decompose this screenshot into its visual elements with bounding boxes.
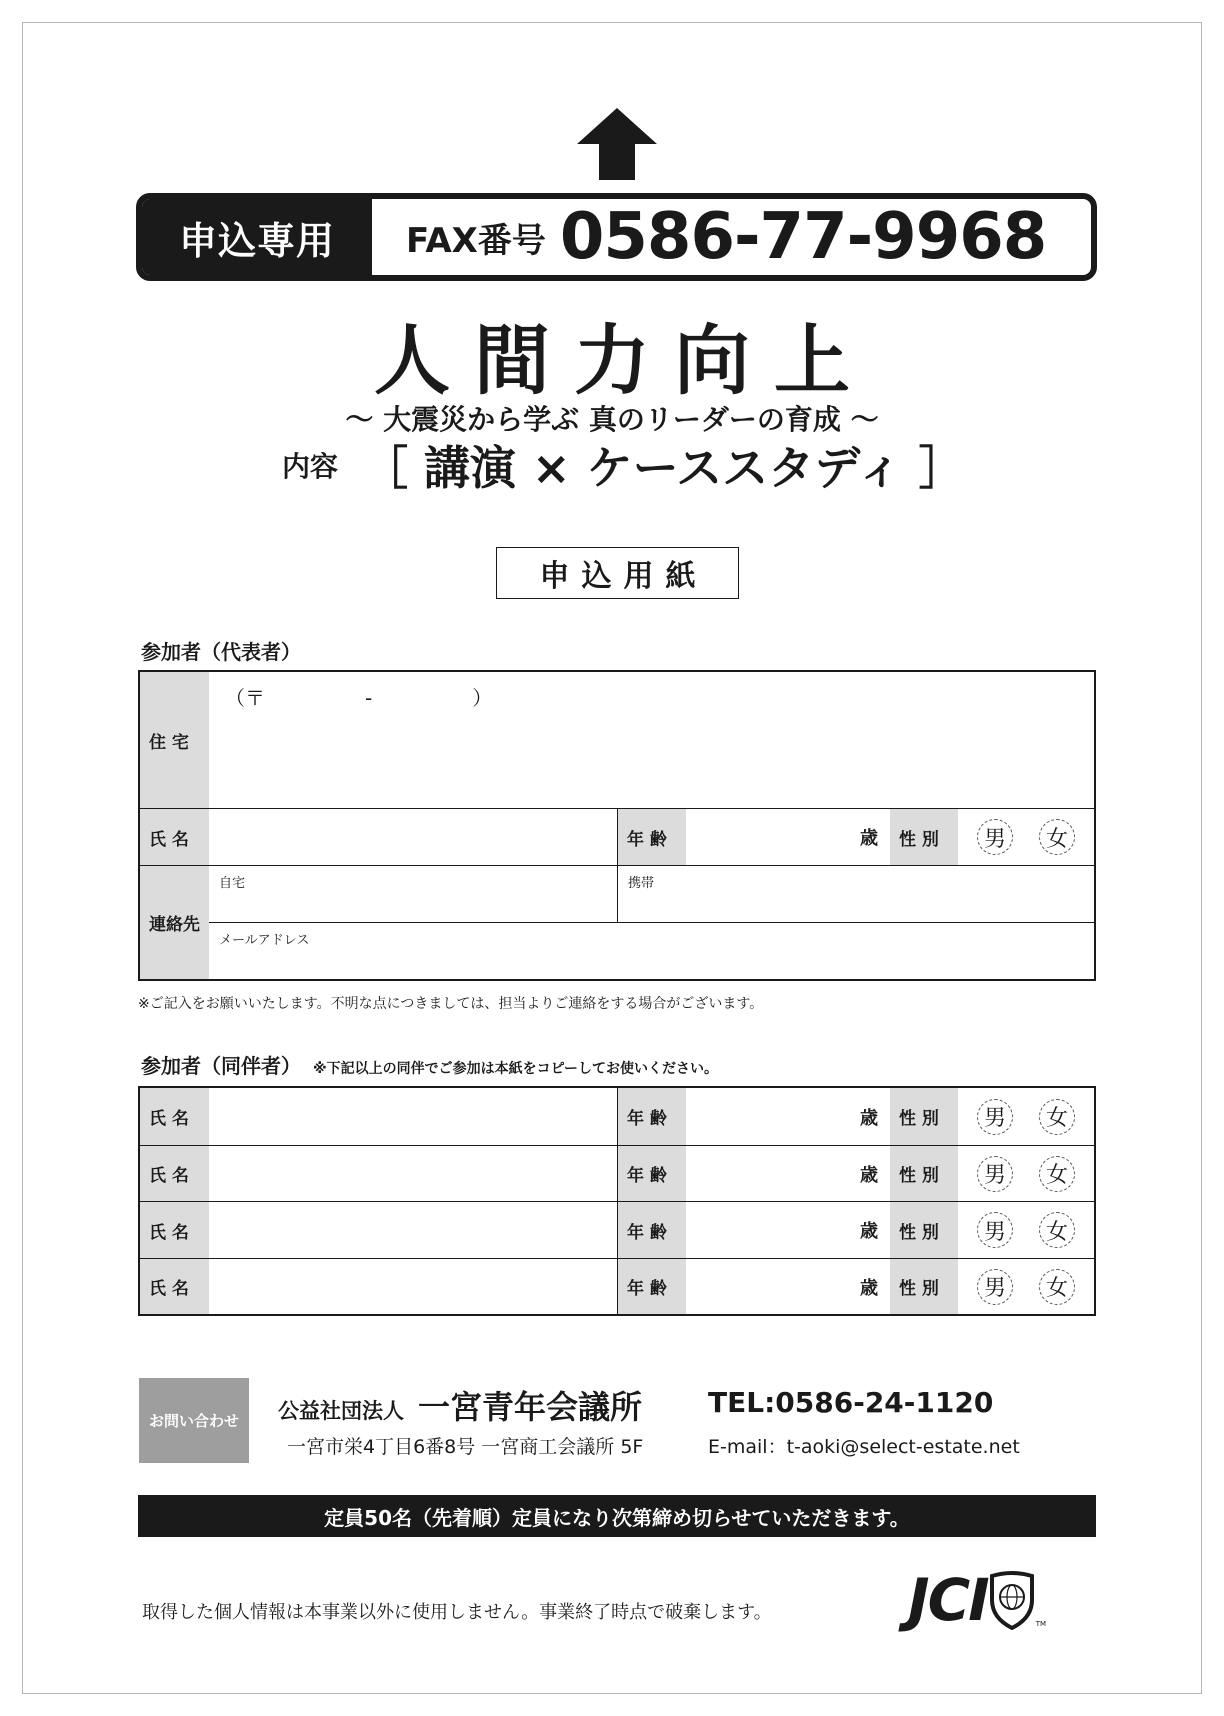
companions-section-label [141, 1050, 718, 1079]
organization [278, 1382, 642, 1428]
sex-options [958, 1202, 1094, 1258]
sex-options [958, 1088, 1094, 1145]
companion-row [140, 1201, 1094, 1258]
home-phone-label: 自宅 [219, 876, 246, 891]
sex-options [958, 1146, 1094, 1201]
companion-name-field[interactable] [209, 1259, 618, 1314]
fax-number: 0586-77-9968 [559, 200, 1047, 274]
companion-age-field[interactable] [686, 1088, 890, 1145]
mobile-phone-label: 携帯 [628, 876, 655, 891]
representative-note: ※ご記入をお願いいたします。不明な点につきましては、担当よりご連絡をする場合がございます。 [138, 996, 764, 1012]
fax-banner [136, 193, 1097, 281]
email-label: メールアドレス [219, 932, 310, 948]
age-label: 年 齢 [618, 809, 686, 865]
companion-age-field[interactable] [686, 1259, 890, 1314]
male-option[interactable]: 男 [977, 1099, 1013, 1135]
event-subtitle: ～ 大震災から学ぶ 真のリーダーの育成 ～ [345, 403, 879, 436]
name-row [140, 808, 1094, 865]
companion-row [140, 1258, 1094, 1314]
fax-tab-label: 申込専用 [142, 199, 372, 275]
jci-logo-text: JCI [908, 1566, 988, 1634]
companion-name-label: 氏 名 [140, 1259, 209, 1314]
representative-section-label: 参加者（代表者） [141, 640, 301, 664]
companion-age-field[interactable] [686, 1202, 890, 1258]
companions-label-text: 参加者（同伴者） [141, 1054, 301, 1078]
companions-note: ※下記以上の同伴でご参加は本紙をコピーしてお使いください。 [313, 1061, 719, 1077]
companion-name-label: 氏 名 [140, 1202, 209, 1258]
org-address: 一宮市栄4丁目6番8号 一宮商工会議所 5F [287, 1436, 644, 1458]
contact-fields [209, 866, 1094, 979]
privacy-notice: 取得した個人情報は本事業以外に使用しません。事業終了時点で破棄します。 [142, 1602, 772, 1623]
address-row [140, 672, 1094, 808]
male-option[interactable]: 男 [977, 1269, 1013, 1305]
content-label: 内容 [282, 450, 339, 483]
companion-name-label: 氏 名 [140, 1088, 209, 1145]
male-option[interactable]: 男 [977, 1212, 1013, 1248]
companion-sex-label: 性 別 [890, 1088, 958, 1145]
companion-age-label: 年 齢 [618, 1146, 686, 1201]
mobile-phone-field[interactable] [618, 866, 1094, 922]
companion-age-label: 年 齢 [618, 1202, 686, 1258]
name-label: 氏 名 [140, 809, 209, 865]
sex-options [958, 1259, 1094, 1314]
age-unit: 歳 [860, 1277, 878, 1299]
companion-sex-label: 性 別 [890, 1202, 958, 1258]
female-option[interactable]: 女 [1039, 819, 1075, 855]
companion-name-field[interactable] [209, 1202, 618, 1258]
capacity-banner: 定員50名（先着順）定員になり次第締め切らせていただきます。 [138, 1495, 1096, 1537]
female-option[interactable]: 女 [1039, 1156, 1075, 1192]
male-option[interactable]: 男 [977, 819, 1013, 855]
address-label: 住 宅 [140, 672, 209, 808]
female-option[interactable]: 女 [1039, 1099, 1075, 1135]
jci-logo [908, 1566, 1046, 1634]
content-value: ［ 講演 × ケーススタディ ］ [362, 441, 965, 495]
age-unit: 歳 [860, 1221, 878, 1242]
jci-shield-icon [988, 1570, 1036, 1630]
sex-options [958, 809, 1094, 865]
companion-row [140, 1088, 1094, 1145]
companions-table [138, 1086, 1096, 1316]
contact-label: 連絡先 [140, 866, 209, 979]
email-field[interactable] [209, 923, 1094, 980]
up-arrow-icon [577, 108, 657, 180]
companion-sex-label: 性 別 [890, 1146, 958, 1201]
event-content [282, 432, 965, 498]
form-title: 申込用紙 [496, 547, 739, 599]
org-tel: TEL:0586-24-1120 [708, 1386, 994, 1419]
age-field[interactable] [686, 809, 890, 865]
companion-name-field[interactable] [209, 1088, 618, 1145]
age-unit: 歳 [860, 1107, 878, 1129]
age-unit: 歳 [860, 828, 878, 849]
companion-age-label: 年 齢 [618, 1259, 686, 1314]
contact-row [140, 865, 1094, 979]
female-option[interactable]: 女 [1039, 1212, 1075, 1248]
companion-age-field[interactable] [686, 1146, 890, 1201]
companion-age-label: 年 齢 [618, 1088, 686, 1145]
sex-label: 性 別 [890, 809, 958, 865]
postal-code-field[interactable]: （〒 - ） [225, 686, 493, 710]
companion-sex-label: 性 別 [890, 1259, 958, 1314]
companion-name-field[interactable] [209, 1146, 618, 1201]
age-unit: 歳 [860, 1164, 878, 1186]
companion-name-label: 氏 名 [140, 1146, 209, 1201]
org-prefix: 公益社団法人 [278, 1399, 404, 1423]
home-phone-field[interactable] [209, 866, 618, 922]
event-title: 人間力向上 [374, 316, 874, 405]
fax-label: FAX番号 [406, 220, 546, 261]
phone-fields [209, 866, 1094, 923]
org-email: E-mail：t-aoki@select-estate.net [708, 1436, 1020, 1458]
companion-row [140, 1145, 1094, 1201]
representative-table [138, 670, 1096, 981]
inquiry-badge: お問い合わせ [139, 1378, 249, 1463]
jci-trademark: TM [1035, 1620, 1047, 1628]
address-field[interactable] [209, 672, 1094, 808]
male-option[interactable]: 男 [977, 1156, 1013, 1192]
name-field[interactable] [209, 809, 618, 865]
org-name: 一宮青年会議所 [418, 1388, 643, 1426]
female-option[interactable]: 女 [1039, 1269, 1075, 1305]
